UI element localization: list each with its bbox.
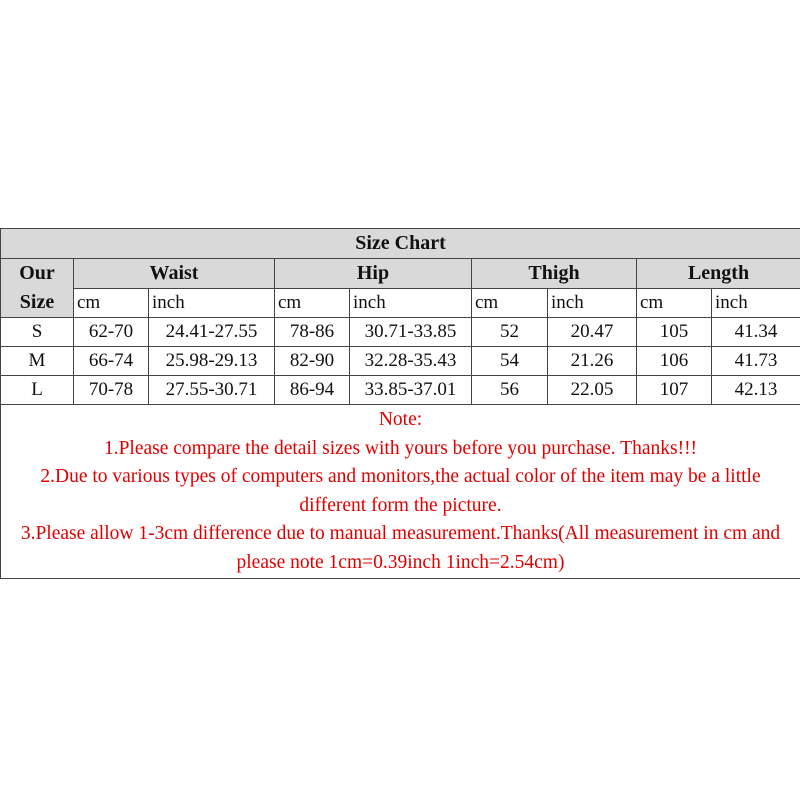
note-heading: Note: bbox=[378, 409, 423, 430]
waist-inch-value: 25.98-29.13 bbox=[149, 347, 275, 376]
length-inch-value: 41.34 bbox=[712, 318, 800, 347]
note-line-3: 3.Please allow 1-3cm difference due to manual measurement.Thanks(All measurement in cm and please note 1cm=0.39inch 1inch=2.54cm) bbox=[20, 523, 781, 573]
notes-row bbox=[1, 405, 800, 579]
thigh-cm-unit: cm bbox=[472, 288, 548, 318]
table-row bbox=[1, 318, 800, 347]
size-label: L bbox=[1, 376, 74, 405]
chart-title: Size Chart bbox=[1, 229, 800, 259]
thigh-inch-unit: inch bbox=[548, 288, 637, 318]
length-cm-value: 106 bbox=[637, 347, 712, 376]
hip-cm-value: 82-90 bbox=[275, 347, 350, 376]
hip-inch-value: 33.85-37.01 bbox=[350, 376, 472, 405]
size-chart-table bbox=[0, 228, 800, 579]
note-line-2: 2.Due to various types of computers and monitors,the actual color of the item may be a little different form the picture. bbox=[40, 466, 761, 516]
waist-header: Waist bbox=[74, 259, 275, 289]
title-row bbox=[1, 229, 800, 259]
length-cm-value: 107 bbox=[637, 376, 712, 405]
waist-inch-unit: inch bbox=[149, 288, 275, 318]
our-size-header bbox=[1, 259, 74, 318]
hip-cm-unit: cm bbox=[275, 288, 350, 318]
size-label: M bbox=[1, 347, 74, 376]
header-row bbox=[1, 259, 800, 289]
waist-inch-value: 24.41-27.55 bbox=[149, 318, 275, 347]
hip-header: Hip bbox=[275, 259, 472, 289]
table-row bbox=[1, 347, 800, 376]
hip-cm-value: 78-86 bbox=[275, 318, 350, 347]
our-size-header-line2: Size bbox=[19, 291, 55, 313]
size-label: S bbox=[1, 318, 74, 347]
hip-inch-unit: inch bbox=[350, 288, 472, 318]
thigh-cm-value: 52 bbox=[472, 318, 548, 347]
length-inch-value: 41.73 bbox=[712, 347, 800, 376]
thigh-cm-value: 54 bbox=[472, 347, 548, 376]
length-cm-value: 105 bbox=[637, 318, 712, 347]
notes-section bbox=[1, 405, 800, 579]
thigh-header: Thigh bbox=[472, 259, 637, 289]
hip-cm-value: 86-94 bbox=[275, 376, 350, 405]
length-inch-value: 42.13 bbox=[712, 376, 800, 405]
table-row bbox=[1, 376, 800, 405]
our-size-header-line1: Our bbox=[19, 262, 55, 284]
thigh-inch-value: 22.05 bbox=[548, 376, 637, 405]
thigh-cm-value: 56 bbox=[472, 376, 548, 405]
waist-cm-value: 62-70 bbox=[74, 318, 149, 347]
length-cm-unit: cm bbox=[637, 288, 712, 318]
waist-cm-value: 70-78 bbox=[74, 376, 149, 405]
waist-inch-value: 27.55-30.71 bbox=[149, 376, 275, 405]
note-line-1: 1.Please compare the detail sizes with yours before you purchase. Thanks!!! bbox=[103, 437, 698, 459]
thigh-inch-value: 20.47 bbox=[548, 318, 637, 347]
length-header: Length bbox=[637, 259, 800, 289]
hip-inch-value: 32.28-35.43 bbox=[350, 347, 472, 376]
thigh-inch-value: 21.26 bbox=[548, 347, 637, 376]
unit-row bbox=[1, 288, 800, 318]
waist-cm-value: 66-74 bbox=[74, 347, 149, 376]
waist-cm-unit: cm bbox=[74, 288, 149, 318]
hip-inch-value: 30.71-33.85 bbox=[350, 318, 472, 347]
length-inch-unit: inch bbox=[712, 288, 800, 318]
